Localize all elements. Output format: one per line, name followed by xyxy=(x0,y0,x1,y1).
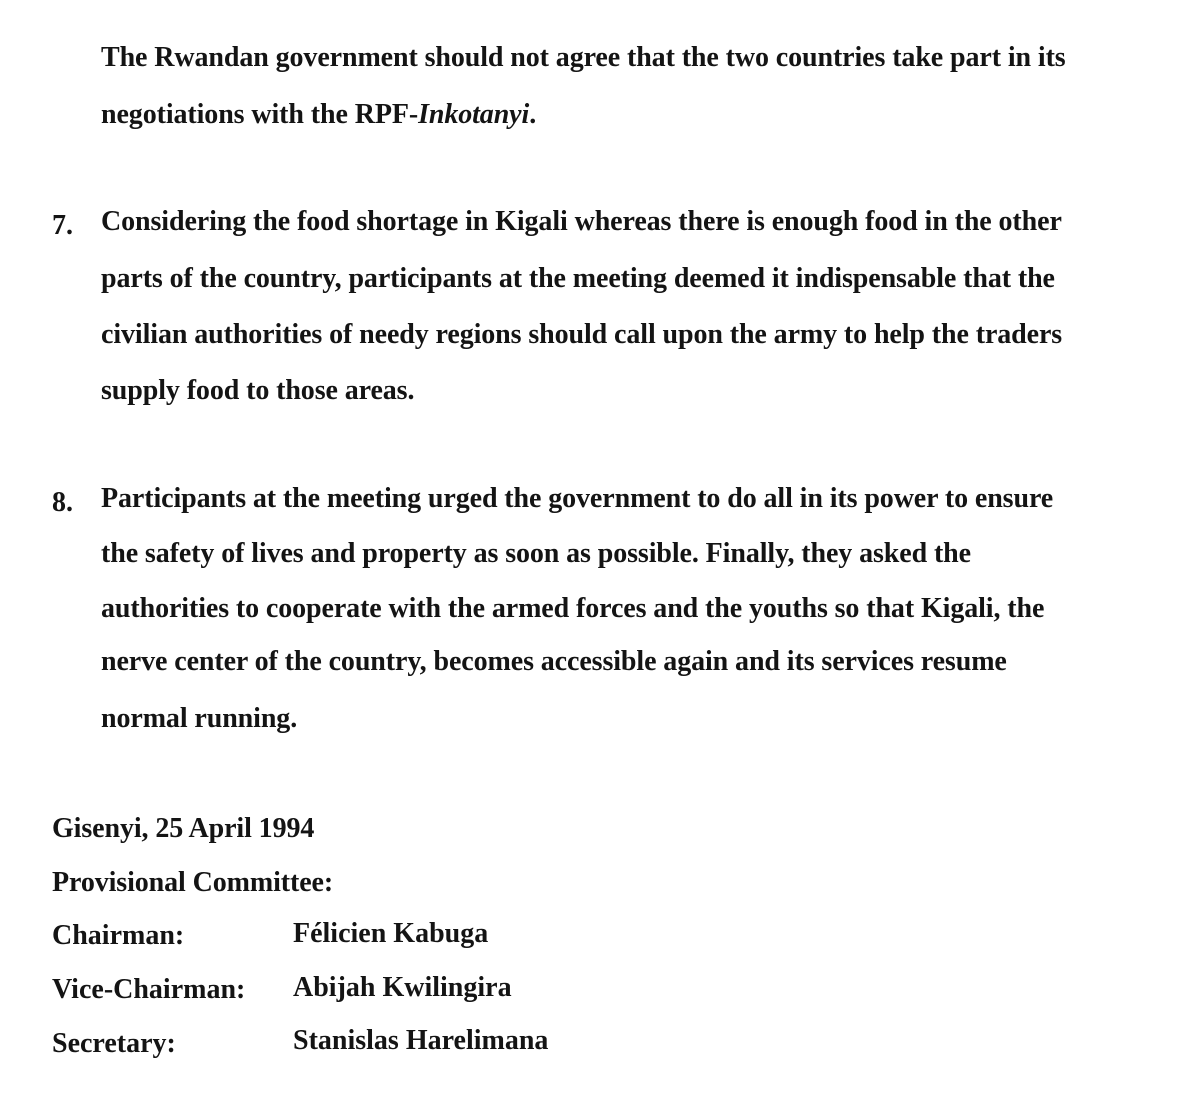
para6-italic-term: Inkotanyi xyxy=(418,99,530,130)
item-8-line-4: nerve center of the country, becomes accessible again and its services resume xyxy=(101,646,1007,677)
item-7-line-4: supply food to those areas. xyxy=(101,375,415,406)
chairman-name: Félicien Kabuga xyxy=(293,918,489,949)
item-7-line-3: civilian authorities of needy regions should call upon the army to help the traders xyxy=(101,319,1063,350)
para6-line-2-text: negotiations with the RPF- xyxy=(101,99,419,130)
para6-line-1: The Rwandan government should not agree that the two countries take part in its xyxy=(101,42,1066,73)
committee-heading: Provisional Committee: xyxy=(52,867,334,898)
vice-chairman-name: Abijah Kwilingira xyxy=(293,972,512,1003)
item-8-line-3: authorities to cooperate with the armed forces and the youths so that Kigali, the xyxy=(101,593,1045,624)
para6-line-2-end: . xyxy=(529,99,537,130)
chairman-label: Chairman: xyxy=(52,920,185,951)
item-7-line-1: Considering the food shortage in Kigali whereas there is enough food in the other xyxy=(101,206,1062,237)
vice-chairman-label: Vice-Chairman: xyxy=(52,974,246,1005)
para6-line-2 xyxy=(101,101,536,129)
secretary-name: Stanislas Harelimana xyxy=(293,1025,549,1056)
secretary-label: Secretary: xyxy=(52,1028,176,1059)
item-8-line-5: normal running. xyxy=(101,703,298,734)
item-7-line-2: parts of the country, participants at the meeting deemed it indispensable that the xyxy=(101,263,1055,294)
item-8-line-2: the safety of lives and property as soon as possible. Finally, they asked the xyxy=(101,538,971,569)
item-8-line-1: Participants at the meeting urged the government to do all in its power to ensure xyxy=(101,483,1054,514)
item-8-number: 8. xyxy=(52,487,73,518)
item-7-number: 7. xyxy=(52,210,73,241)
place-date: Gisenyi, 25 April 1994 xyxy=(52,813,315,844)
